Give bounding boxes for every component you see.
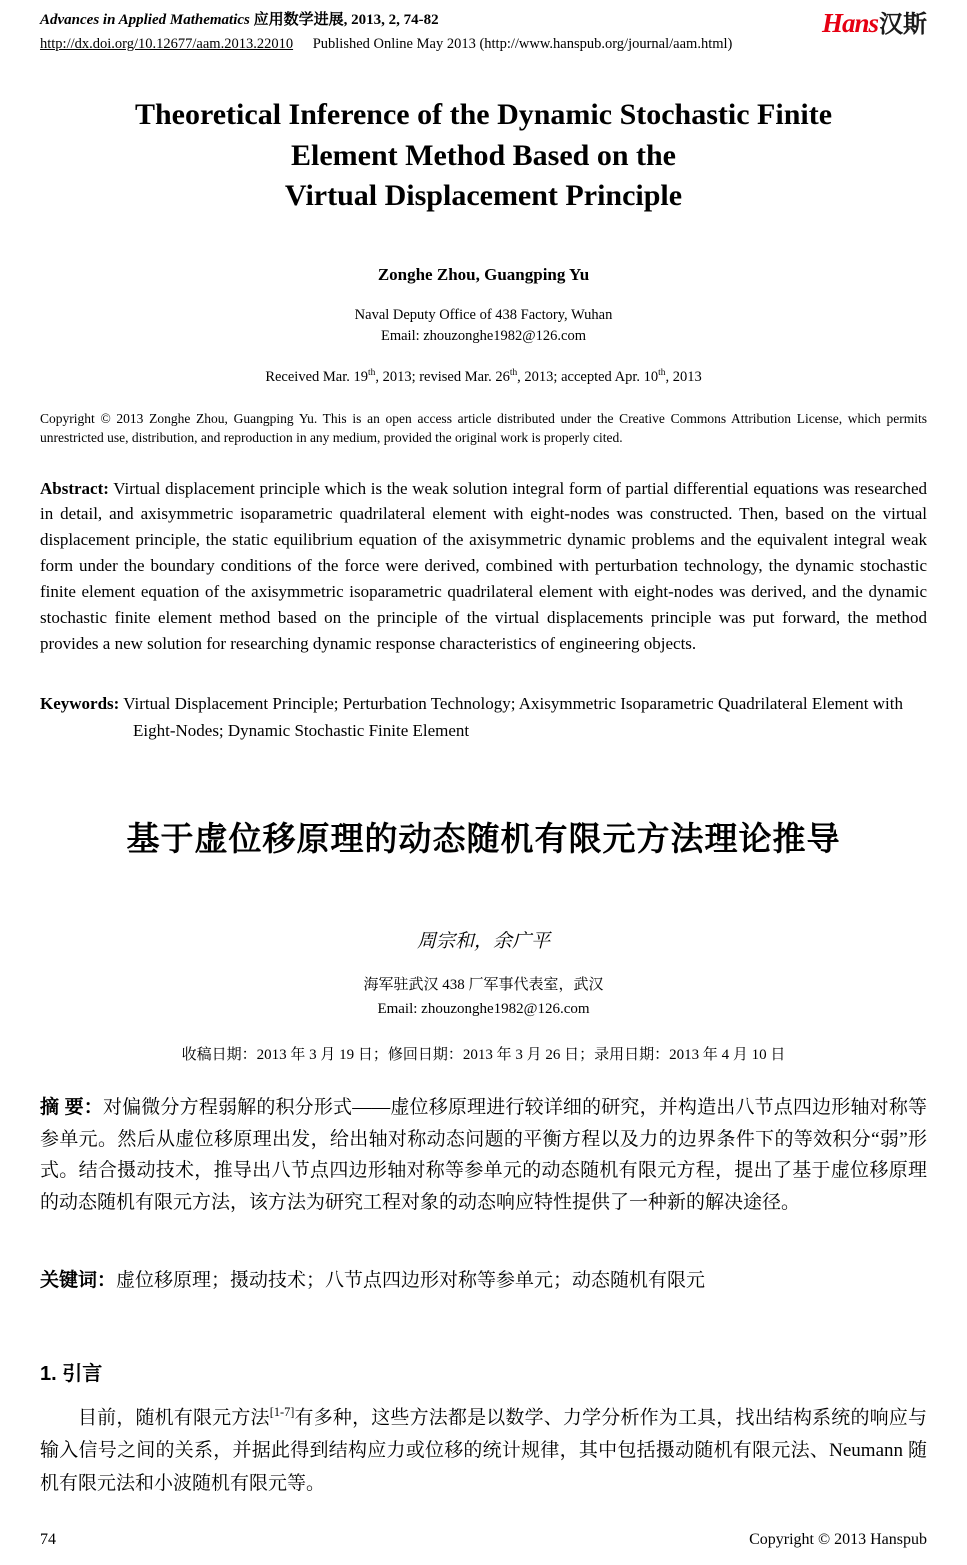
journal-header-text: [40, 8, 732, 53]
authors-en: Zonghe Zhou, Guangping Yu: [377, 264, 590, 284]
journal-doi-line: [40, 36, 732, 53]
received-dates-en: Received Mar. 19th, 2013; revised Mar. 26th, 2013; accepted Apr. 10th, 2013: [265, 368, 702, 385]
keywords-zh: [40, 1265, 927, 1292]
paper-title-zh: 基于虚位移原理的动态随机有限元方法理论推导: [126, 822, 841, 859]
keywords-en: [40, 691, 927, 744]
affiliation-zh-line: 海军驻武汉 438 厂军事代表室，武汉: [363, 977, 604, 994]
abstract-zh-label: 摘 要：: [40, 1097, 103, 1119]
paper-title-en-line2: Element Method Based on the: [291, 138, 676, 172]
hanspub-logo-zh-text: 汉斯: [879, 12, 927, 38]
section-1-heading: 1. 引言: [40, 1363, 103, 1386]
journal-name-line: [40, 8, 732, 29]
email-en: Email: zhouzonghe1982@126.com: [380, 328, 587, 345]
keywords-zh-label: 关键词：: [40, 1270, 117, 1292]
journal-name-zh: 应用数学进展, 2013, 2, 74-82: [253, 12, 439, 28]
hanspub-logo: [822, 10, 927, 37]
page-number: 74: [40, 1530, 56, 1548]
journal-header: [40, 8, 927, 53]
email-zh: Email: zhouzonghe1982@126.com: [377, 1001, 590, 1018]
paper-title-en: [70, 95, 897, 217]
page-footer: [40, 1501, 927, 1549]
paper-title-en-line1: Theoretical Inference of the Dynamic Stochastic Finite: [134, 98, 833, 131]
doi-link[interactable]: http://dx.doi.org/10.12677/aam.2013.22010: [40, 36, 294, 52]
keywords-zh-text: 虚位移原理；摄动技术；八节点四边形对称等参单元；动态随机有限元: [116, 1270, 706, 1292]
journal-name-en: Advances in Applied Mathematics: [40, 12, 250, 28]
affiliation-en: [40, 305, 927, 349]
paper-title-en-line3: Virtual Displacement Principle: [284, 179, 683, 212]
section-1-paragraph: 目前，随机有限元方法[1-7]有多种，这些方法都是以数学、力学分析作为工具，找出结构系统的响应与输入信号之间的关系，并据此得到结构应力或位移的统计规律，其中包括摄动随机有限元法、Neumann 随机有限元法和小波随机有限元等。: [40, 1405, 927, 1494]
copyright-notice: Copyright © 2013 Zonghe Zhou, Guangping Yu. This is an open access article distributed under the Creative Commons Attribution License, which permits unrestricted use, distribution, and reproduction in any medium, provided the original work is properly cited.: [40, 410, 927, 445]
abstract-en-label: Abstract:: [40, 478, 109, 498]
published-online-info: Published Online May 2013 (http://www.hanspub.org/journal/aam.html): [312, 36, 733, 52]
keywords-en-text: Virtual Displacement Principle; Perturbation Technology; Axisymmetric Isoparametric Quadrilateral Element with Eight-Nodes; Dynamic Stochastic Finite Element: [119, 694, 903, 740]
affiliation-en-line: Naval Deputy Office of 438 Factory, Wuhan: [354, 306, 613, 323]
hanspub-logo-hans-text: Hans: [821, 8, 878, 38]
abstract-zh-text: 对偏微分方程弱解的积分形式——虚位移原理进行较详细的研究，并构造出八节点四边形轴对称等参单元。然后从虚位移原理出发，给出轴对称动态问题的平衡方程以及力的边界条件下的等效积分“弱”形式。结合摄动技术，推导出八节点四边形轴对称等参单元的动态随机有限元方程，提出了基于虚位移原理的动态随机有限元方法，该方法为研究工程对象的动态响应特性提供了一种新的解决途径。: [40, 1097, 927, 1213]
affiliation-zh: [40, 973, 927, 1021]
footer-copyright: Copyright © 2013 Hanspub: [749, 1530, 927, 1548]
abstract-en-text: Virtual displacement principle which is the weak solution integral form of partial differential equations was researched in detail, and axisymmetric isoparametric quadrilateral element with eight-nodes was constructed. Then, based on the virtual displacement principle, the static equilibrium equation of the axisymmetric dynamic problems and the equivalent integral weak form under the boundary conditions of the force were derived, combined with perturbation technology, the dynamic stochastic finite element equation of the axisymmetric isoparametric quadrilateral element with eight-nodes was derived, and the dynamic stochastic finite element method based on the principle of the virtual displacements principle was put forward, the method provides a new solution for researching dynamic response characteristics of engineering objects.: [40, 478, 927, 653]
authors-zh: 周宗和，余广平: [416, 931, 550, 953]
received-dates-zh: 收稿日期：2013 年 3 月 19 日；修回日期：2013 年 3 月 26 日；录用日期：2013 年 4 月 10 日: [181, 1047, 786, 1064]
abstract-en: [40, 476, 927, 657]
abstract-zh: [40, 1092, 927, 1218]
keywords-en-label: Keywords:: [40, 694, 120, 714]
